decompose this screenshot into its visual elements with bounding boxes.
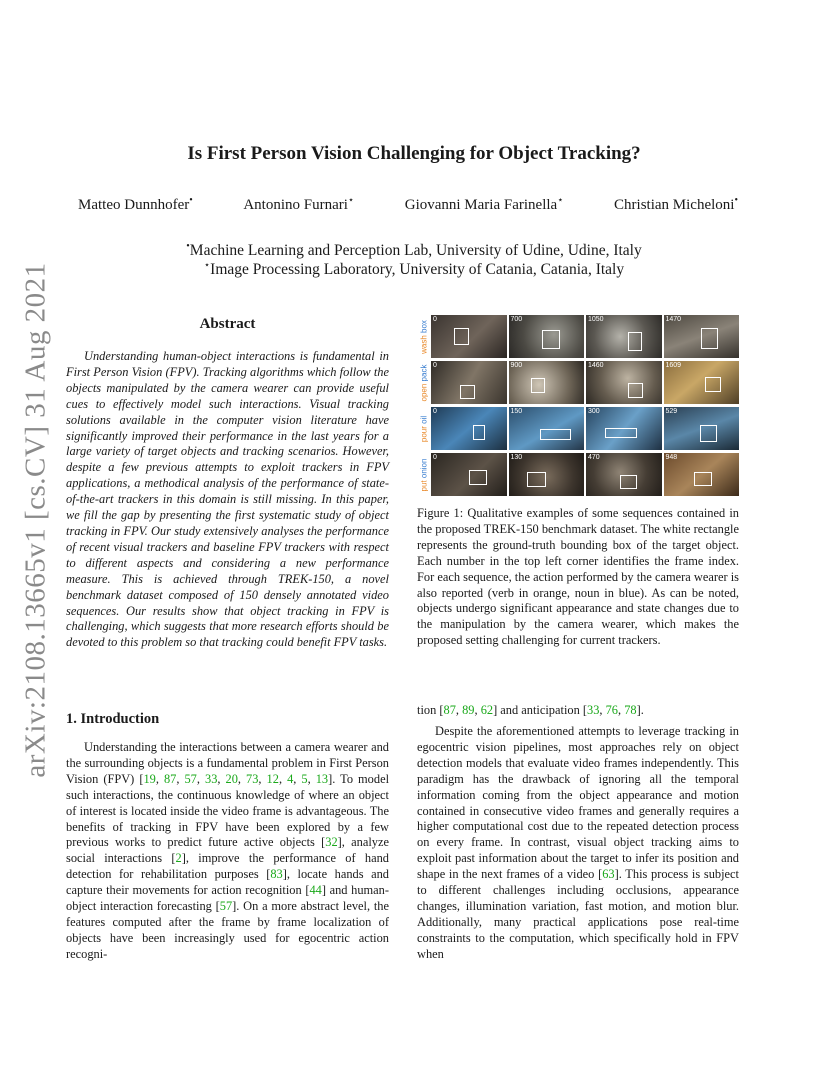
frame-index: 0 <box>433 316 437 323</box>
ground-truth-box <box>454 328 470 345</box>
citation-link[interactable]: 76 <box>605 703 618 717</box>
video-frame <box>586 361 662 404</box>
citation-link[interactable]: 57 <box>219 899 233 914</box>
ground-truth-box <box>460 385 476 399</box>
citation-link[interactable]: 87 <box>163 771 177 786</box>
citation-link[interactable]: 33 <box>205 771 218 786</box>
intro-paragraph-2: tion [87, 89, 62] and anticipation [33, 76, 78]. <box>417 703 644 717</box>
frame-index: 1470 <box>665 316 682 323</box>
ground-truth-box <box>531 378 545 393</box>
video-frame <box>664 453 740 496</box>
action-label <box>417 361 431 404</box>
action-verb: wash <box>419 334 429 354</box>
citation-link[interactable]: 19 <box>143 771 156 786</box>
ground-truth-box <box>628 383 644 399</box>
abstract-heading: Abstract <box>199 316 256 332</box>
author-list <box>78 195 738 214</box>
video-frame <box>586 453 662 496</box>
author: Antonino Furnari⋆ <box>243 195 355 213</box>
frame-index: 300 <box>588 408 600 415</box>
action-noun: onion <box>419 458 429 480</box>
figure-caption: Figure 1: Qualitative examples of some sequences contained in the proposed TREK-150 benchmark dataset. The white rectangle represents the ground-truth bounding box of the target object. Each number in the top left corner identifies the frame index. For each sequence, the action performed by the camera wearer is also reported (verb in orange, noun in blue). As can be noted, objects undergo significant appearance and state changes due to the manipulation by the camera wearer, which makes the proposed setting challenging for current trackers. <box>417 506 739 648</box>
ground-truth-box <box>542 330 559 349</box>
action-verb: put <box>419 479 429 491</box>
citation-link[interactable]: 57 <box>184 771 197 786</box>
citation-link[interactable]: 83 <box>270 867 283 882</box>
citation-link[interactable]: 63 <box>602 867 615 882</box>
ground-truth-box <box>620 475 637 489</box>
arxiv-identifier: arXiv:2108.13665v1 [cs.CV] 31 Aug 2021 <box>19 262 52 778</box>
affiliation: ⋆Image Processing Laboratory, University of Catania, Catania, Italy <box>203 260 625 279</box>
video-frame <box>664 407 740 450</box>
video-frame <box>586 315 662 358</box>
affiliation: •Machine Learning and Perception Lab, University of Udine, Udine, Italy <box>186 241 642 260</box>
frame-index: 150 <box>510 408 523 415</box>
frame-index: 1460 <box>588 362 604 369</box>
citation-link[interactable]: 44 <box>309 883 322 898</box>
figure-row <box>417 407 739 450</box>
citation-link[interactable]: 87 <box>443 703 456 717</box>
video-frame <box>431 407 507 450</box>
section-heading: 1. Introduction <box>66 711 160 727</box>
frame-index: 529 <box>665 408 678 415</box>
ground-truth-box <box>469 470 488 485</box>
action-verb: open <box>419 383 429 401</box>
citation-link[interactable]: 2 <box>175 851 182 866</box>
paper-title: Is First Person Vision Challenging for Object Tracking? <box>187 143 641 164</box>
citation-link[interactable]: 4 <box>287 771 294 786</box>
video-frame <box>509 407 585 450</box>
citation-link[interactable]: 62 <box>480 703 494 717</box>
citation-link[interactable]: 33 <box>587 703 600 717</box>
citation-link[interactable]: 73 <box>246 771 259 786</box>
ground-truth-box <box>540 429 571 440</box>
video-frame <box>664 315 740 358</box>
action-noun: oil <box>419 415 429 426</box>
ground-truth-box <box>605 428 637 439</box>
citation-link[interactable]: 89 <box>462 703 475 717</box>
action-noun: pack <box>419 364 429 384</box>
video-frame <box>664 361 740 404</box>
citation-link[interactable]: 20 <box>225 771 238 786</box>
citation-link[interactable]: 13 <box>315 771 329 786</box>
frame-index: 470 <box>588 454 600 461</box>
ground-truth-box <box>701 328 718 349</box>
video-frame <box>431 315 507 358</box>
ground-truth-box <box>694 472 713 486</box>
action-verb: pour <box>419 425 429 442</box>
author: Matteo Dunnhofer• <box>78 195 193 213</box>
action-label <box>417 407 431 450</box>
frame-index: 1609 <box>665 362 682 369</box>
ground-truth-box <box>705 377 721 392</box>
frame-index: 0 <box>433 454 437 461</box>
frame-index: 700 <box>510 316 523 323</box>
figure-row <box>417 315 739 358</box>
author: Christian Micheloni• <box>614 195 738 213</box>
ground-truth-box <box>628 332 642 351</box>
video-frame <box>509 315 585 358</box>
video-frame <box>509 361 585 404</box>
citation-link[interactable]: 78 <box>624 703 637 717</box>
frame-index: 948 <box>665 454 678 461</box>
frame-index: 1050 <box>588 316 604 323</box>
intro-paragraph-3: Despite the aforementioned attempts to leverage tracking in egocentric vision pipelines, most approaches rely on object detection models that evaluate video frames independently. This paradigm has the drawback of ignoring all the temporal information coming from the object appearance and motion contained in consecutive video frames and generally requires a higher computational cost due to the repeated detection process on every frame. In contrast, visual object tracking aims to exploit past information about the target to infer its position and shape in the next frames of a video [63]. This process is subject to different challenges including occlusions, appearance changes, illumination variation, fast motion, and motion blur. Additionally, many practical applications pose real-time constraints to the computation, which specifically hold in FPV when <box>417 724 739 961</box>
figure-1 <box>417 315 739 497</box>
ground-truth-box <box>527 472 546 487</box>
video-frame <box>431 453 507 496</box>
video-frame <box>431 361 507 404</box>
citation-link[interactable]: 5 <box>301 771 308 786</box>
frame-index: 130 <box>510 454 523 461</box>
author: Giovanni Maria Farinella⋆ <box>404 195 564 213</box>
action-noun: box <box>419 319 429 335</box>
video-frame <box>586 407 662 450</box>
frame-index: 0 <box>433 408 437 415</box>
action-label <box>417 453 431 496</box>
figure-row <box>417 361 739 404</box>
arxiv-stamp <box>14 262 58 778</box>
action-label <box>417 315 431 358</box>
video-frame <box>509 453 585 496</box>
ground-truth-box <box>700 425 717 442</box>
citation-link[interactable]: 32 <box>325 835 338 850</box>
intro-paragraph-1: Understanding the interactions between a camera wearer and the surrounding objects is a fundamental problem in First Person Vision (FPV) [19, 87, 57, 33, 20, 73, 12, 4, 5, 13]. To model such interactions, the continuous knowledge of where an object of interest is located inside the video frame is advantageous. The benefits of tracking in FPV have been explored by a few previous works to predict future active objects [32], analyze social interactions [2], improve the performance of hand detection for rehabilitation purposes [83], locate hands and capture their movements for action recognition [44] and human-object interaction forecasting [57]. On a more abstract level, the features computed after the frame by frame localization of objects have been increasingly used for egocentric action recogni- <box>66 740 390 961</box>
ground-truth-box <box>473 425 486 440</box>
frame-index: 900 <box>510 362 523 369</box>
citation-link[interactable]: 12 <box>266 771 279 786</box>
abstract-body: Understanding human-object interactions is fundamental in First Person Vision (FPV). Tracking algorithms which follow the objects manipulated by the camera wearer can provide useful cues to effectively model such interactions. Visual tracking solutions available in the computer vision literature have significantly improved their performance in the last years for a large variety of target objects and tracking scenarios. However, despite a few previous attempts to exploit trackers in FPV applications, a methodical analysis of the performance of state-of-the-art trackers in this domain is still missing. In this paper, we fill the gap by presenting the first systematic study of object tracking in FPV. Our study extensively analyses the performance of recent visual trackers and baseline FPV trackers with respect to different aspects and considering a new performance measure. This is achieved through TREK-150, a novel benchmark dataset composed of 150 densely annotated video sequences. Our results show that object tracking in FPV is challenging, which suggests that more research efforts should be devoted to this problem so that tracking could benefit FPV tasks. <box>66 349 389 650</box>
frame-index: 0 <box>433 362 437 369</box>
figure-row <box>417 453 739 496</box>
